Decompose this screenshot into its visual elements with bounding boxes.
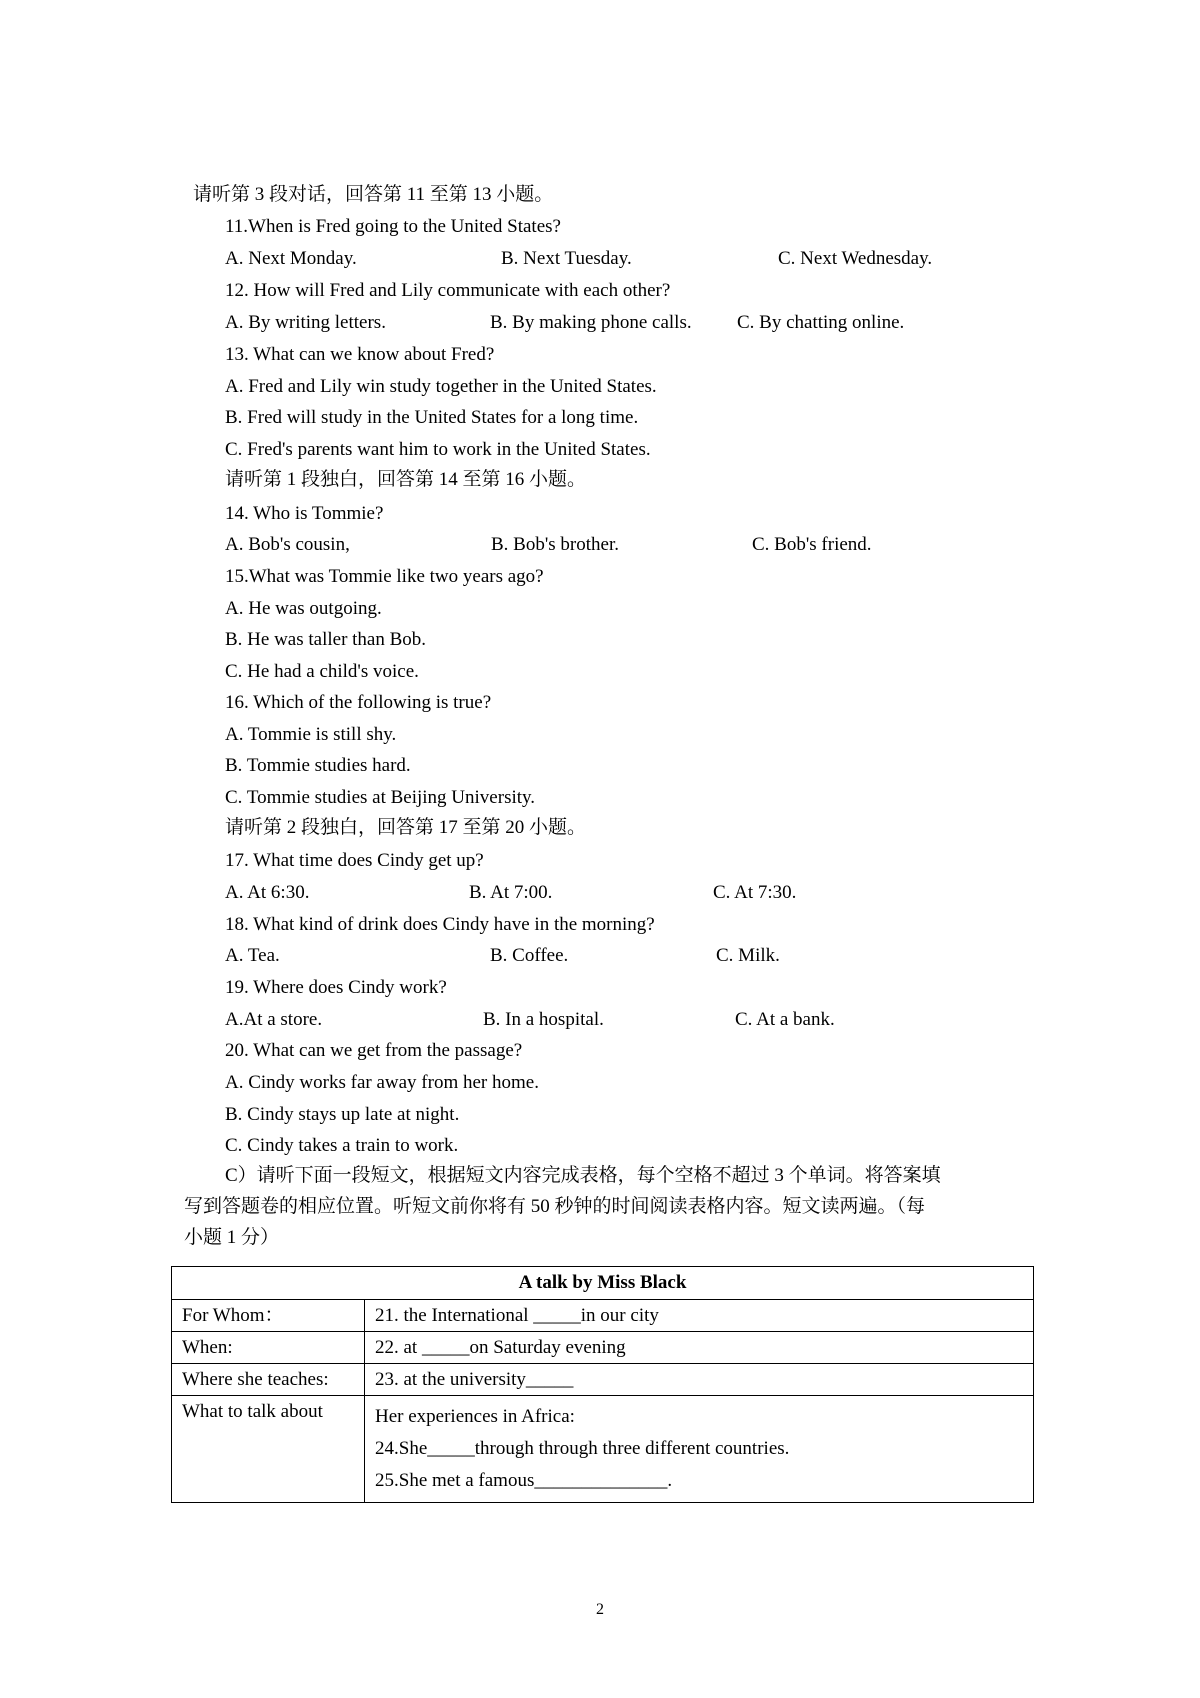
question-13-option-c: C. Fred's parents want him to work in the United States. (225, 439, 651, 460)
part-c-instruction-line-2: 写到答题卷的相应位置。听短文前你将有 50 秒钟的时间阅读表格内容。短文读两遍。（每 (184, 1196, 926, 1217)
topic-line-2: 24.She_____through through three different countries. (375, 1438, 790, 1459)
monologue-2-instruction: 请听第 2 段独白，回答第 17 至第 20 小题。 (225, 817, 587, 838)
page-number: 2 (596, 1601, 604, 1618)
question-11-option-b: B. Next Tuesday. (501, 248, 632, 269)
question-11-option-c: C. Next Wednesday. (778, 248, 933, 269)
topic-line-3: 25.She met a famous______________. (375, 1470, 673, 1491)
row-label-topic: What to talk about (172, 1396, 365, 1503)
table-title-row (172, 1267, 1034, 1300)
table-title: A talk by Miss Black (172, 1267, 1034, 1300)
question-19-option-b: B. In a hospital. (483, 1009, 604, 1030)
row-value-when: 22. at _____on Saturday evening (365, 1332, 1034, 1364)
question-13-option-a: A. Fred and Lily win study together in the United States. (225, 376, 657, 397)
question-19-option-c: C. At a bank. (735, 1009, 835, 1030)
part-c-instruction-line-3: 小题 1 分） (184, 1227, 280, 1248)
table-row (172, 1364, 1034, 1396)
talk-table (171, 1266, 1034, 1503)
question-12-option-a: A. By writing letters. (225, 312, 386, 333)
question-18-option-c: C. Milk. (716, 945, 780, 966)
question-14-option-b: B. Bob's brother. (491, 534, 619, 555)
question-18-option-a: A. Tea. (225, 945, 280, 966)
table-row (172, 1396, 1034, 1503)
question-17-stem: 17. What time does Cindy get up? (225, 850, 484, 871)
question-12-stem: 12. How will Fred and Lily communicate with each other? (225, 280, 671, 301)
table-row (172, 1300, 1034, 1332)
question-19-stem: 19. Where does Cindy work? (225, 977, 447, 998)
question-12-option-c: C. By chatting online. (737, 312, 905, 333)
question-15-stem: 15.What was Tommie like two years ago? (225, 566, 544, 587)
question-16-stem: 16. Which of the following is true? (225, 692, 492, 713)
question-14-option-a: A. Bob's cousin, (225, 534, 350, 555)
monologue-1-instruction: 请听第 1 段独白，回答第 14 至第 16 小题。 (225, 469, 587, 490)
section-3-instruction: 请听第 3 段对话，回答第 11 至第 13 小题。 (193, 184, 554, 205)
question-14-option-c: C. Bob's friend. (752, 534, 872, 555)
question-20-option-b: B. Cindy stays up late at night. (225, 1104, 460, 1125)
question-18-option-b: B. Coffee. (490, 945, 569, 966)
question-20-option-c: C. Cindy takes a train to work. (225, 1135, 459, 1156)
row-label-for-whom: For Whom： (172, 1300, 365, 1332)
row-value-for-whom: 21. the International _____in our city (365, 1300, 1034, 1332)
row-value-topic (365, 1396, 1034, 1503)
topic-line-1: Her experiences in Africa: (375, 1406, 575, 1427)
question-15-option-a: A. He was outgoing. (225, 598, 382, 619)
question-11-stem: 11.When is Fred going to the United States? (225, 216, 561, 237)
question-20-stem: 20. What can we get from the passage? (225, 1040, 523, 1061)
question-11-option-a: A. Next Monday. (225, 248, 357, 269)
question-19-option-a: A.At a store. (225, 1009, 323, 1030)
part-c-instruction-line-1: C）请听下面一段短文，根据短文内容完成表格，每个空格不超过 3 个单词。将答案填 (225, 1165, 941, 1186)
question-17-option-b: B. At 7:00. (469, 882, 553, 903)
question-16-option-b: B. Tommie studies hard. (225, 755, 411, 776)
question-17-option-c: C. At 7:30. (713, 882, 797, 903)
row-label-when: When: (172, 1332, 365, 1364)
row-label-where: Where she teaches: (172, 1364, 365, 1396)
question-16-option-c: C. Tommie studies at Beijing University. (225, 787, 536, 808)
table-row (172, 1332, 1034, 1364)
question-16-option-a: A. Tommie is still shy. (225, 724, 397, 745)
question-14-stem: 14. Who is Tommie? (225, 503, 384, 524)
question-15-option-c: C. He had a child's voice. (225, 661, 419, 682)
question-18-stem: 18. What kind of drink does Cindy have in the morning? (225, 914, 655, 935)
question-13-option-b: B. Fred will study in the United States for a long time. (225, 407, 639, 428)
question-12-option-b: B. By making phone calls. (490, 312, 692, 333)
row-value-where: 23. at the university_____ (365, 1364, 1034, 1396)
question-20-option-a: A. Cindy works far away from her home. (225, 1072, 539, 1093)
question-15-option-b: B. He was taller than Bob. (225, 629, 427, 650)
question-13-stem: 13. What can we know about Fred? (225, 344, 495, 365)
question-17-option-a: A. At 6:30. (225, 882, 310, 903)
